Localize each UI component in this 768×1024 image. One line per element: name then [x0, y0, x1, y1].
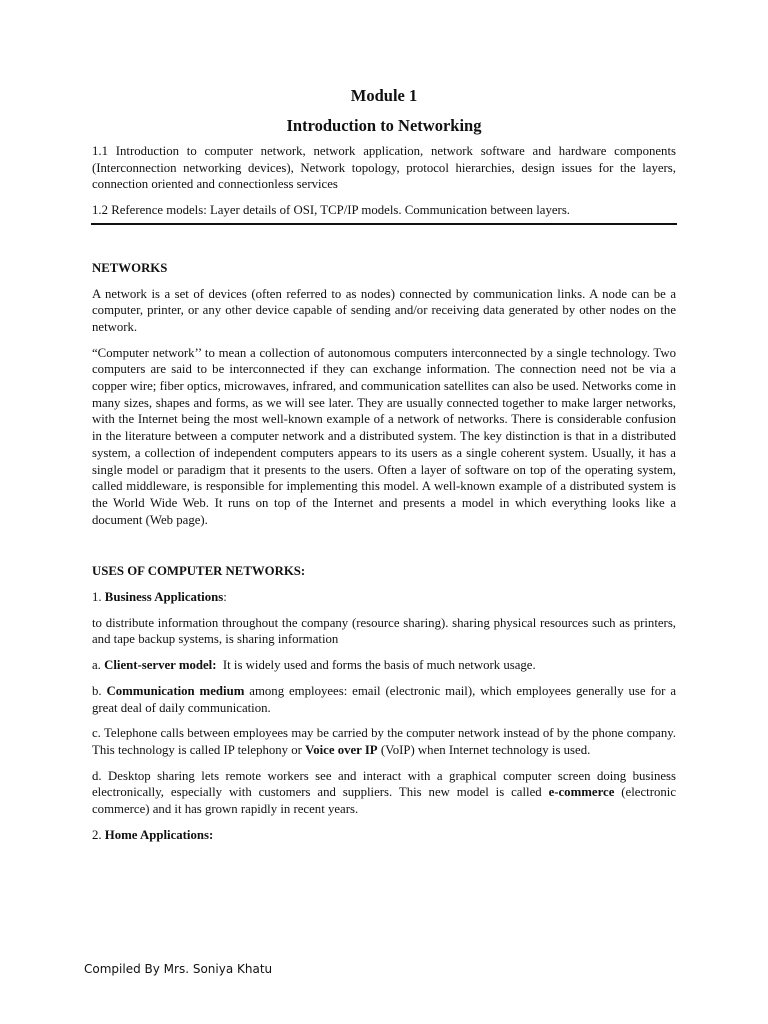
- communication-medium-item: [92, 683, 676, 716]
- item-b-prefix: b.: [92, 683, 107, 698]
- document-page: [92, 86, 676, 853]
- footer-credit: Compiled By Mrs. Soniya Khatu: [84, 962, 273, 976]
- home-applications-item: [92, 827, 676, 844]
- business-applications-item: [92, 589, 676, 606]
- networks-paragraph-1: A network is a set of devices (often referred to as nodes) connected by communication links. A node can be a computer, printer, or any other device capable of sending and/or receiving data generated by other nodes on the network.: [92, 286, 676, 334]
- ecommerce-text-2: (electronic commerce) and it has grown rapidly in recent years.: [92, 785, 677, 817]
- business-prefix: 1.: [92, 590, 105, 605]
- business-label: Business Applications: [104, 590, 224, 605]
- uses-heading: USES OF COMPUTER NETWORKS:: [92, 564, 306, 579]
- client-server-label: Client-server model:: [104, 658, 217, 673]
- networks-paragraph-2: “Computer network’’ to mean a collection of autonomous computers interconnected by a single technology. Two computers are said to be interconnected if they can exchange information. The connection need not be via a copper wire; fiber optics, microwaves, infrared, and communication satellites can also be used. Networks come in many sizes, shapes and forms, as we will see later. They are usually connected together to make larger networks, with the Internet being the most well-known example of a network of networks. There is considerable confusion in the literature between a computer network and a distributed system. The key distinction is that in a distributed system, a collection of independent computers appears to its users as a single coherent system. Usually, it has a single model or paradigm that it presents to the users. Often a layer of software on top of the operating system, called middleware, is responsible for implementing this model. A well-known example of a distributed system is the World Wide Web. It runs on top of the Internet and presents a model in which everything looks like a document (Web page).: [92, 345, 676, 527]
- ecommerce-item: [92, 768, 676, 818]
- syllabus-item-2: 1.2 Reference models: Layer details of OSI, TCP/IP models. Communication between layers.: [92, 203, 570, 218]
- communication-medium-label: Communication medium: [106, 683, 245, 698]
- networks-heading: NETWORKS: [92, 260, 168, 275]
- communication-medium-text: among employees: email (electronic mail), which employees generally use for a great deal of daily communication.: [92, 683, 676, 715]
- ecommerce-text-1: d. Desktop sharing lets remote workers see and interact with a graphical computer screen doing business electronically, especially with customers and suppliers. This new model is called: [92, 768, 676, 800]
- voip-text-2: (VoIP) when Internet technology is used.: [377, 742, 591, 757]
- business-suffix: :: [223, 590, 227, 605]
- syllabus-item-1: 1.1 Introduction to computer network, network application, network software and hardware components (Interconnection networking devices), Network topology, protocol hierarchies, design issues for the layers, connection oriented and connectionless services: [92, 144, 676, 192]
- voip-item: [92, 725, 676, 758]
- section-divider: [91, 223, 677, 225]
- ecommerce-label: e-commerce: [548, 785, 615, 800]
- home-prefix: 2.: [92, 827, 105, 842]
- page-title: Introduction to Networking: [286, 116, 482, 135]
- business-description: to distribute information throughout the company (resource sharing). sharing physical resources such as printers, and tape backup systems, is sharing information: [92, 615, 676, 647]
- item-a-prefix: a.: [92, 658, 105, 673]
- client-server-item: [92, 657, 676, 674]
- voip-text-1: c. Telephone calls between employees may be carried by the computer network instead of by the phone company. This technology is called IP telephony or: [92, 726, 676, 757]
- home-applications-label: Home Applications:: [104, 827, 214, 842]
- client-server-text: It is widely used and forms the basis of much network usage.: [216, 658, 536, 673]
- voip-label: Voice over IP: [305, 742, 378, 757]
- module-title: Module 1: [350, 86, 418, 105]
